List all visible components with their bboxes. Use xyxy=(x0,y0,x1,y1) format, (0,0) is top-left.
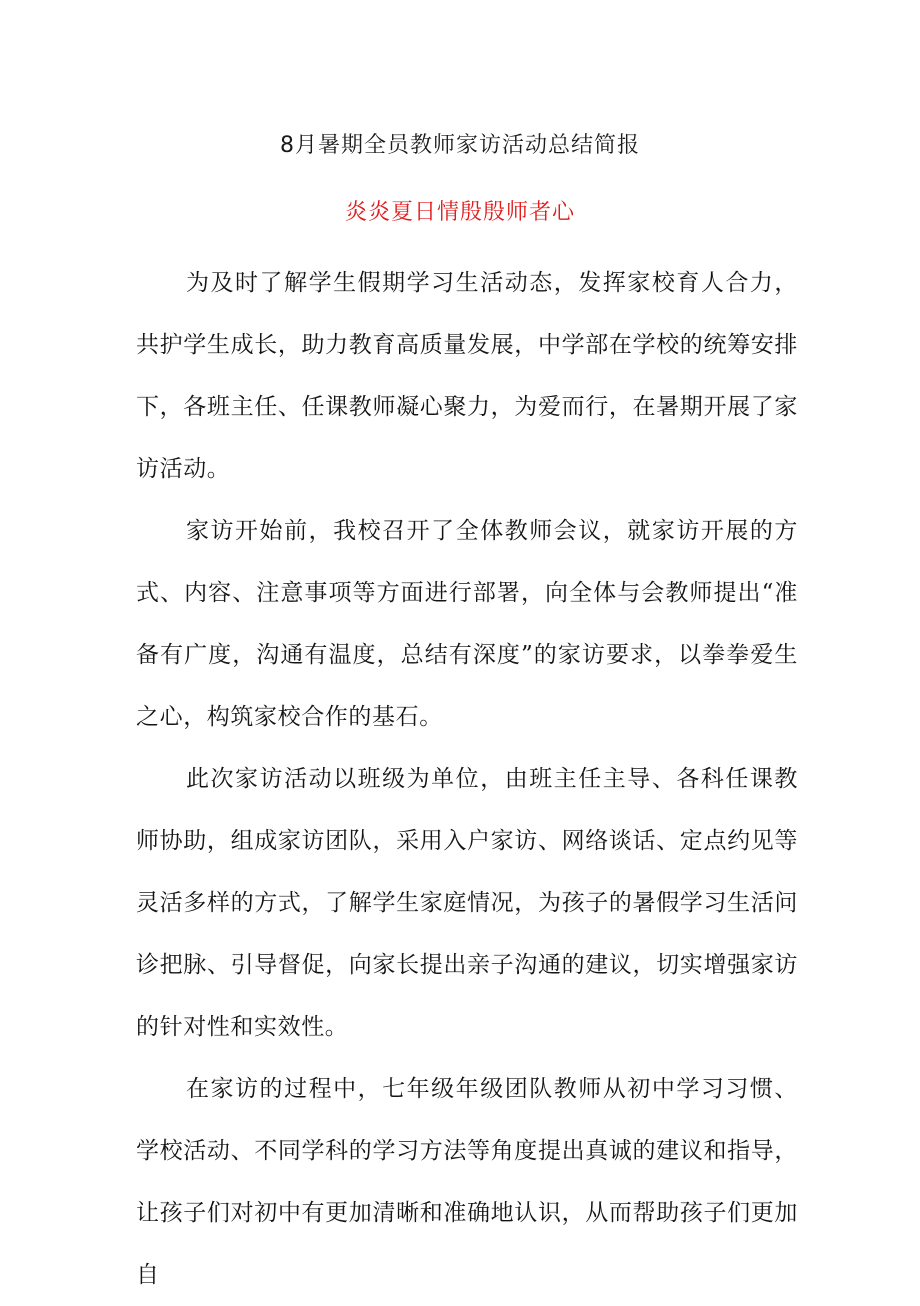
paragraph-1: 为及时了解学生假期学习生活动态，发挥家校育人合力，共护学生成长，助力教育高质量发展，中学部在学校的统筹安排下，各班主任、任课教师凝心聚力，为爱而行，在暑期开展了家访活动。 xyxy=(136,270,798,482)
document-subtitle: 炎炎夏日情殷殷师者心 xyxy=(344,200,575,225)
document-title: 8月暑期全员教师家访活动总结简报 xyxy=(280,133,640,158)
document-body xyxy=(136,252,798,1306)
paragraph-4: 在家访的过程中，七年级年级团队教师从初中学习习惯、学校活动、不同学科的学习方法等角度提出真诚的建议和指导，让孩子们对初中有更加清晰和准确地认识，从而帮助孩子们更加自 xyxy=(136,1076,798,1288)
paragraph-2: 家访开始前，我校召开了全体教师会议，就家访开展的方式、内容、注意事项等方面进行部署，向全体与会教师提出“准备有广度，沟通有温度，总结有深度”的家访要求，以拳拳爱生之心，构筑家校合作的基石。 xyxy=(136,518,798,730)
paragraph-3: 此次家访活动以班级为单位，由班主任主导、各科任课教师协助，组成家访团队，采用入户家访、网络谈话、定点约见等灵活多样的方式，了解学生家庭情况，为孩子的暑假学习生活问诊把脉、引导督促，向家长提出亲子沟通的建议，切实增强家访的针对性和实效性。 xyxy=(136,766,798,1040)
